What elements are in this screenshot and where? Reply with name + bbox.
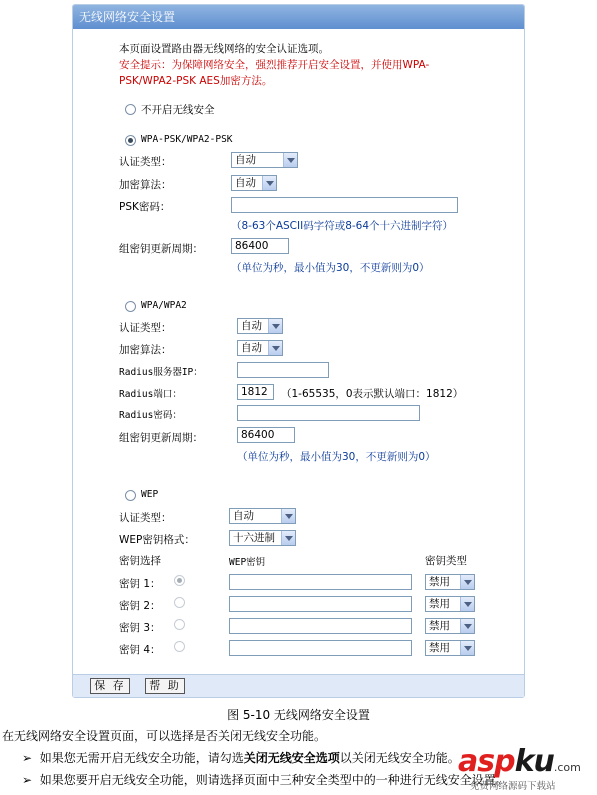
psk-renew-label: 组密钥更新周期： [119,243,203,255]
radius-password-label: Radius密码： [119,410,182,421]
wep-col-select-header: 密钥选择 [119,555,161,567]
chevron-down-icon [283,153,297,167]
chevron-down-icon [281,531,295,545]
wep-key4-radio[interactable] [174,641,185,652]
chevron-down-icon [460,641,474,655]
wpa-enc-select[interactable]: 自动 [237,340,283,356]
wpa-renew-input[interactable]: 86400 [237,427,295,443]
psk-auth-label: 认证类型： [119,156,172,168]
wep-col-key-header: WEP密钥 [229,557,266,568]
wep-key2-type-select[interactable]: 禁用 [425,596,475,612]
wep-key3-radio[interactable] [174,619,185,630]
wep-key1-label: 密钥 1： [119,578,161,590]
wep-format-select[interactable]: 十六进制 [229,530,296,546]
wep-key1-radio[interactable] [174,575,185,586]
wep-key3-input[interactable] [229,618,412,634]
wpa-psk-label: WPA-PSK/WPA2-PSK [141,134,233,145]
psk-password-input[interactable] [231,197,458,213]
wep-key1-input[interactable] [229,574,412,590]
chevron-down-icon [460,575,474,589]
doc-bullet-2: ➢ 如果您要开启无线安全功能，则请选择页面中三种安全类型中的一种进行无线安全设置。 [22,773,508,787]
psk-password-label: PSK密码： [119,201,171,213]
wep-label: WEP [141,489,159,500]
security-warning-line2: PSK/WPA2-PSK AES加密方法。 [119,75,273,87]
radius-ip-input[interactable] [237,362,329,378]
wep-key1-type-select[interactable]: 禁用 [425,574,475,590]
bullet-arrow-icon: ➢ [22,773,40,787]
chevron-down-icon [460,619,474,633]
chevron-down-icon [460,597,474,611]
radius-port-input[interactable]: 1812 [237,384,274,400]
security-warning-line1: 安全提示：为保障网络安全，强烈推荐开启安全设置，并使用WPA- [119,59,430,71]
panel-title: 无线网络安全设置 [73,5,524,29]
psk-enc-label: 加密算法： [119,179,172,191]
watermark-logo: aspku.com [458,744,581,779]
radius-ip-label: Radius服务器IP： [119,367,203,378]
wep-format-label: WEP密钥格式： [119,534,195,546]
wep-key4-type-select[interactable]: 禁用 [425,640,475,656]
radius-password-input[interactable] [237,405,420,421]
wep-auth-label: 认证类型： [119,512,172,524]
wep-key4-label: 密钥 4： [119,644,161,656]
help-button[interactable]: 帮 助 [145,678,185,694]
watermark-subtitle: 免费网络源码下载站 [470,781,556,792]
no-security-radio[interactable] [125,104,136,115]
psk-enc-select[interactable]: 自动 [231,175,277,191]
wep-key3-type-select[interactable]: 禁用 [425,618,475,634]
wpa-auth-label: 认证类型： [119,322,172,334]
wireless-security-panel [72,4,525,698]
wep-radio[interactable] [125,490,136,501]
wep-key2-radio[interactable] [174,597,185,608]
wpa-label: WPA/WPA2 [141,300,187,311]
psk-hint: （8-63个ASCII码字符或8-64个十六进制字符） [231,220,454,232]
radius-port-label: Radius端口： [119,389,182,400]
chevron-down-icon [262,176,276,190]
psk-renew-input[interactable]: 86400 [231,238,289,254]
wpa-renew-label: 组密钥更新周期： [119,432,203,444]
wpa-enc-label: 加密算法： [119,344,172,356]
bullet-arrow-icon: ➢ [22,751,40,765]
chevron-down-icon [268,341,282,355]
doc-paragraph: 在无线网络安全设置页面，可以选择是否关闭无线安全功能。 [2,729,327,743]
intro-text: 本页面设置路由器无线网络的安全认证选项。 [119,43,329,55]
chevron-down-icon [281,509,295,523]
wep-key2-input[interactable] [229,596,412,612]
psk-auth-select[interactable]: 自动 [231,152,298,168]
wpa-psk-radio[interactable] [125,135,136,146]
psk-renew-hint: （单位为秒，最小值为30，不更新则为0） [231,262,430,274]
wep-key2-label: 密钥 2： [119,600,161,612]
wpa-radio[interactable] [125,301,136,312]
save-button[interactable]: 保 存 [90,678,130,694]
button-bar [73,674,524,697]
wpa-auth-select[interactable]: 自动 [237,318,283,334]
wep-key3-label: 密钥 3： [119,622,161,634]
no-security-label: 不开启无线安全 [141,104,215,116]
chevron-down-icon [268,319,282,333]
wep-key4-input[interactable] [229,640,412,656]
wpa-renew-hint: （单位为秒，最小值为30，不更新则为0） [237,451,436,463]
radius-port-hint: （1-65535，0表示默认端口：1812） [281,388,464,400]
wep-auth-select[interactable]: 自动 [229,508,296,524]
figure-caption: 图 5-10 无线网络安全设置 [227,708,370,722]
doc-bullet-1: ➢ 如果您无需开启无线安全功能，请勾选关闭无线安全选项以关闭无线安全功能。 [22,751,460,765]
wep-col-type-header: 密钥类型 [425,555,467,567]
